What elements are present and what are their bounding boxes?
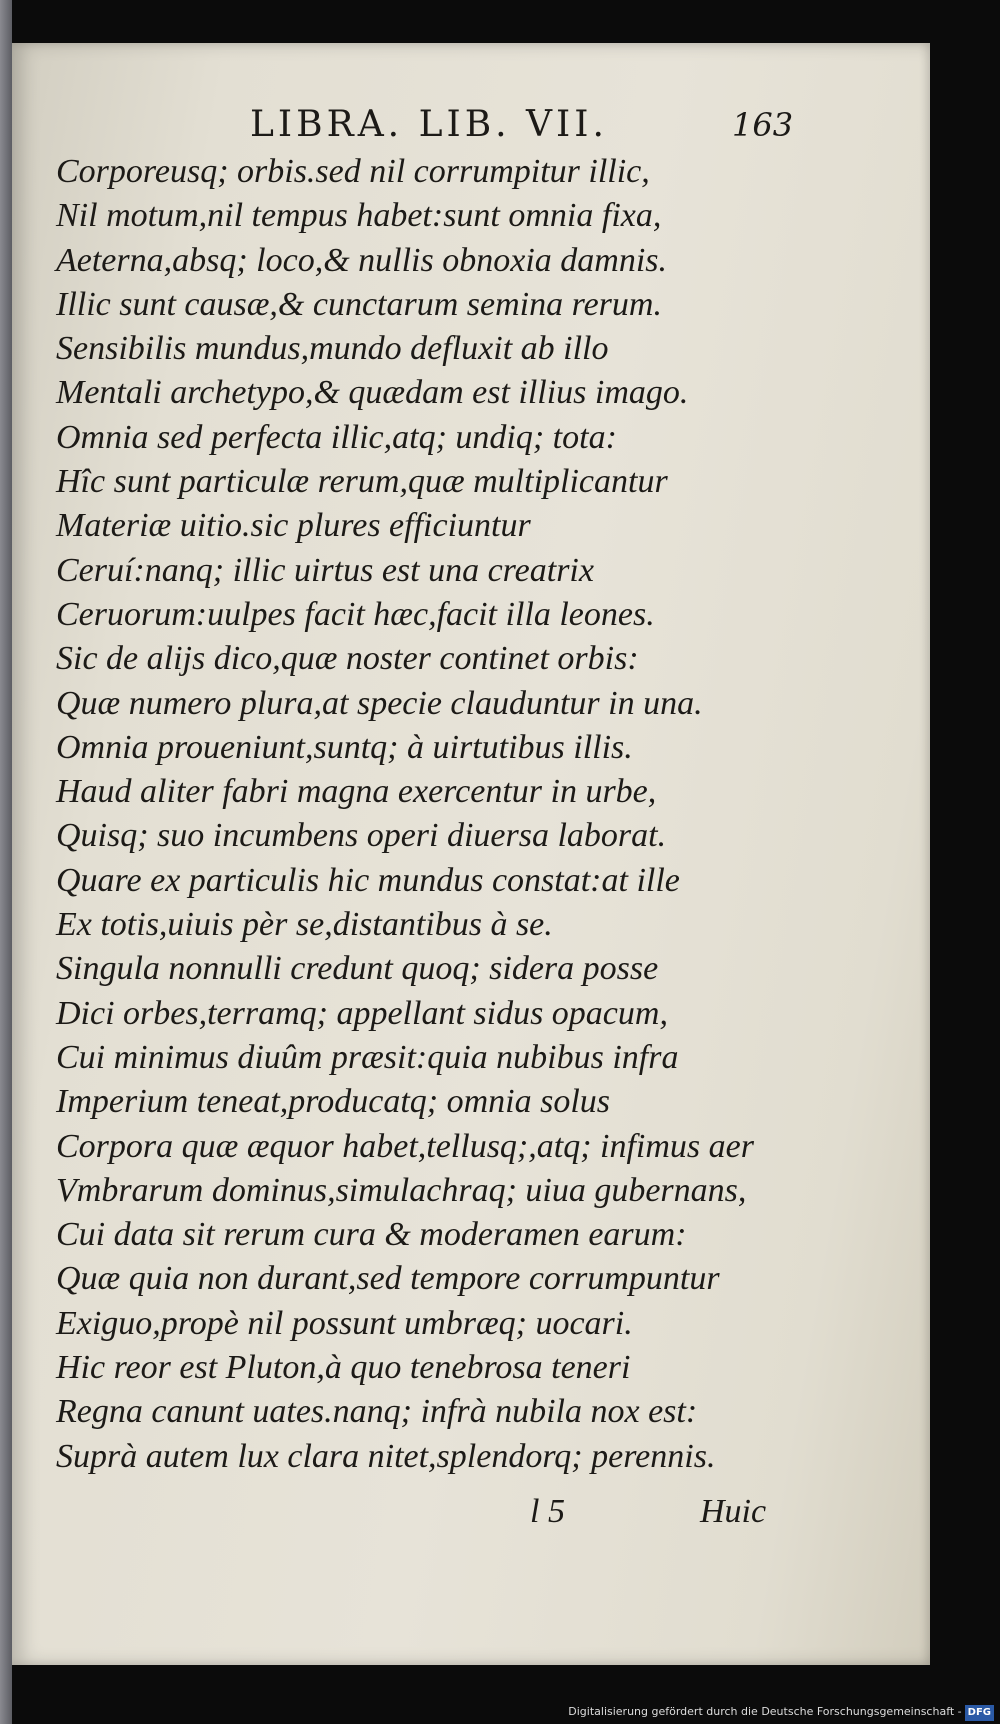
page-number: 163 bbox=[732, 106, 794, 144]
verse-line: Quare ex particulis hic mundus constat:at ille bbox=[56, 861, 680, 899]
verse-line: Ceruí:nanq; illic uirtus est una creatrix bbox=[56, 551, 594, 589]
verse-line: Illic sunt causæ,& cunctarum semina rerum. bbox=[56, 285, 662, 323]
verse-line: Dici orbes,terramq; appellant sidus opacum, bbox=[56, 994, 668, 1032]
verse-line: Sic de alijs dico,quæ noster continet orbis: bbox=[56, 640, 639, 678]
verse-line: Suprà autem lux clara nitet,splendorq; perennis. bbox=[56, 1437, 716, 1475]
verse-line: Cui minimus diuûm præsit:quia nubibus infra bbox=[56, 1038, 679, 1076]
verse-line: Materiæ uitio.sic plures efficiuntur bbox=[56, 507, 531, 545]
signature-mark: l 5 bbox=[530, 1493, 565, 1530]
verse-block bbox=[56, 150, 776, 1479]
verse-line: Omnia proueniunt,suntq; à uirtutibus illis. bbox=[56, 728, 633, 766]
dfg-logo: DFG bbox=[965, 1705, 994, 1721]
verse-line: Quæ numero plura,at specie clauduntur in una. bbox=[56, 684, 703, 722]
verse-line: Sensibilis mundus,mundo defluxit ab illo bbox=[56, 330, 609, 368]
book-spine bbox=[0, 0, 12, 1724]
verse-line: Ex totis,uiuis pèr se,distantibus à se. bbox=[56, 906, 553, 944]
catchword: Huic bbox=[700, 1493, 767, 1530]
verse-line: Mentali archetypo,& quædam est illius imago. bbox=[56, 374, 689, 412]
verse-line: Cui data sit rerum cura & moderamen earum: bbox=[56, 1216, 687, 1254]
verse-line: Nil motum,nil tempus habet:sunt omnia fixa, bbox=[56, 197, 662, 235]
verse-line: Exiguo,propè nil possunt umbræq; uocari. bbox=[56, 1304, 633, 1342]
dfg-credit-text: Digitalisierung gefördert durch die Deutsche Forschungsgemeinschaft - bbox=[568, 1705, 962, 1718]
running-head: LIBRA. LIB. VII. bbox=[250, 104, 608, 145]
verse-line: Aeterna,absq; loco,& nullis obnoxia damnis. bbox=[56, 241, 668, 279]
verse-line: Hîc sunt particulæ rerum,quæ multiplicantur bbox=[56, 463, 668, 501]
verse-line: Omnia sed perfecta illic,atq; undiq; tota: bbox=[56, 418, 617, 456]
verse-line: Corpora quæ æquor habet,tellusq;,atq; infimus aer bbox=[56, 1127, 754, 1165]
verse-line: Quisq; suo incumbens operi diuersa laborat. bbox=[56, 817, 667, 855]
verse-line: Vmbrarum dominus,simulachraq; uiua gubernans, bbox=[56, 1171, 747, 1209]
running-header bbox=[250, 104, 794, 145]
verse-line: Regna canunt uates.nanq; infrà nubila nox est: bbox=[56, 1393, 698, 1431]
verse-line: Haud aliter fabri magna exercentur in urbe, bbox=[56, 773, 657, 811]
verse-line: Singula nonnulli credunt quoq; sidera posse bbox=[56, 950, 659, 988]
verse-line: Quæ quia non durant,sed tempore corrumpuntur bbox=[56, 1260, 720, 1298]
verse-line: Hic reor est Pluton,à quo tenebrosa teneri bbox=[56, 1349, 631, 1387]
verse-line: Imperium teneat,producatq; omnia solus bbox=[56, 1083, 611, 1121]
dfg-credit bbox=[568, 1704, 994, 1720]
verse-line: Corporeusq; orbis.sed nil corrumpitur illic, bbox=[56, 153, 650, 190]
verse-line: Ceruorum:uulpes facit hæc,facit illa leones. bbox=[56, 595, 655, 633]
